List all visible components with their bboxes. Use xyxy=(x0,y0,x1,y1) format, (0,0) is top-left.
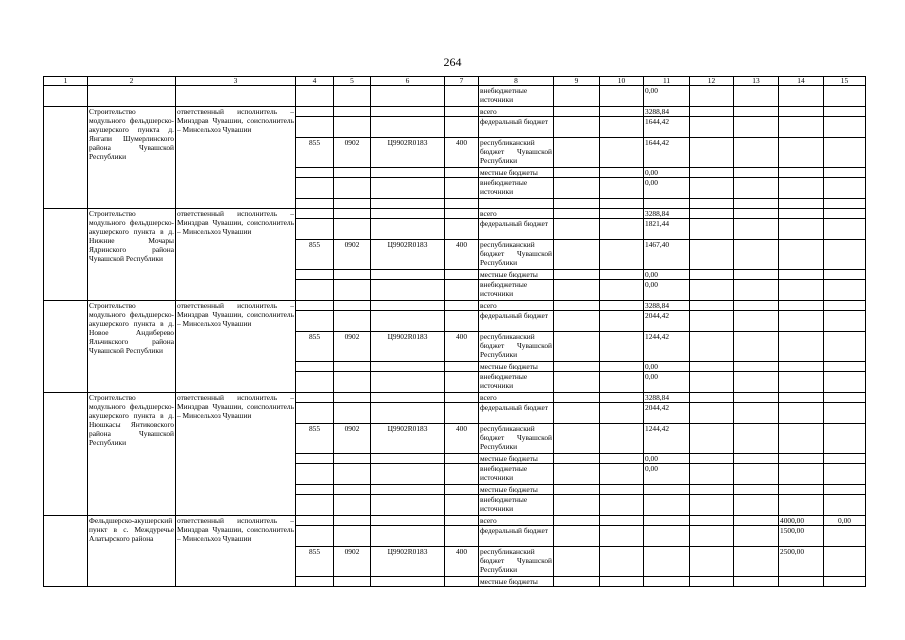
budget-source: внебюджетные источники xyxy=(479,178,554,199)
column-header: 8 xyxy=(479,77,554,86)
budget-table xyxy=(43,76,866,587)
amount: 0,00 xyxy=(644,168,690,178)
column-header: 10 xyxy=(600,77,644,86)
amount: 2044,42 xyxy=(644,403,690,424)
expense-type-code: 400 xyxy=(445,240,479,270)
amount: 1644,42 xyxy=(644,117,690,138)
grbs-code: 855 xyxy=(296,240,334,270)
amount: 3288,84 xyxy=(644,209,690,219)
executor: ответственный исполнитель – Минздрав Чувашии, соисполнитель – Минсельхоз Чувашии xyxy=(176,393,296,516)
target-code: Ц9902R0183 xyxy=(371,424,445,454)
amount: 4000,00 xyxy=(779,516,824,526)
executor: ответственный исполнитель – Минздрав Чувашии, соисполнитель – Минсельхоз Чувашии xyxy=(176,107,296,209)
amount: 0,00 xyxy=(824,516,866,526)
budget-source: республиканский бюджет Чувашской Республики xyxy=(479,138,554,168)
target-code: Ц9902R0183 xyxy=(371,138,445,168)
column-header: 12 xyxy=(690,77,734,86)
amount: 1821,44 xyxy=(644,219,690,240)
expense-type-code: 400 xyxy=(445,547,479,577)
budget-source: всего xyxy=(479,107,554,117)
budget-source: федеральный бюджет xyxy=(479,117,554,138)
column-header: 13 xyxy=(734,77,779,86)
project-name: Строительство модульного фельдшерско-акушерского пункта в д. Новое Андиберево Яльчикского района Чувашской Республики xyxy=(88,301,176,393)
amount: 0,00 xyxy=(644,362,690,372)
project-name: Строительство модульного фельдшерско-акушерского пункта д. Янгапи Шумерлинского района Чувашской Республики xyxy=(88,107,176,209)
amount: 1244,42 xyxy=(644,332,690,362)
budget-source: внебюджетные источники xyxy=(479,495,554,516)
amount: 1244,42 xyxy=(644,424,690,454)
table-row xyxy=(44,209,866,219)
target-code: Ц9902R0183 xyxy=(371,332,445,362)
budget-source: местные бюджеты xyxy=(479,485,554,495)
expense-type-code: 400 xyxy=(445,424,479,454)
amount: 0,00 xyxy=(644,464,690,485)
budget-source: всего xyxy=(479,393,554,403)
budget-source: внебюджетные источники xyxy=(479,86,554,107)
column-header: 14 xyxy=(779,77,824,86)
grbs-code: 855 xyxy=(296,138,334,168)
amount: 2044,42 xyxy=(644,311,690,332)
section-code: 0902 xyxy=(334,332,371,362)
budget-source: внебюджетные источники xyxy=(479,464,554,485)
budget-source: республиканский бюджет Чувашской Республики xyxy=(479,547,554,577)
budget-source: всего xyxy=(479,516,554,526)
budget-source: федеральный бюджет xyxy=(479,311,554,332)
grbs-code: 855 xyxy=(296,424,334,454)
budget-source: республиканский бюджет Чувашской Республики xyxy=(479,240,554,270)
amount: 0,00 xyxy=(644,178,690,199)
budget-source: местные бюджеты xyxy=(479,362,554,372)
expense-type-code: 400 xyxy=(445,138,479,168)
table-row xyxy=(44,301,866,311)
amount: 0,00 xyxy=(644,454,690,464)
budget-source: всего xyxy=(479,301,554,311)
section-code: 0902 xyxy=(334,547,371,577)
column-header: 15 xyxy=(824,77,866,86)
budget-source: республиканский бюджет Чувашской Республики xyxy=(479,424,554,454)
column-header: 9 xyxy=(554,77,600,86)
table-row xyxy=(44,86,866,107)
amount: 0,00 xyxy=(644,86,690,107)
column-header: 1 xyxy=(44,77,88,86)
budget-source: местные бюджеты xyxy=(479,577,554,587)
grbs-code: 855 xyxy=(296,547,334,577)
section-code: 0902 xyxy=(334,240,371,270)
amount: 2500,00 xyxy=(779,547,824,577)
budget-source: федеральный бюджет xyxy=(479,403,554,424)
budget-source: местные бюджеты xyxy=(479,454,554,464)
budget-source: местные бюджеты xyxy=(479,270,554,280)
executor: ответственный исполнитель – Минздрав Чувашии, соисполнитель – Минсельхоз Чувашии xyxy=(176,301,296,393)
column-header: 11 xyxy=(644,77,690,86)
column-header-row xyxy=(44,77,866,86)
budget-source: республиканский бюджет Чувашской Республики xyxy=(479,332,554,362)
project-name: Строительство модульного фельдшерско-акушерского пункта в д. Нюшкасы Янтиковского района Чувашской Республики xyxy=(88,393,176,516)
budget-source: всего xyxy=(479,209,554,219)
column-header: 3 xyxy=(176,77,296,86)
amount: 3288,84 xyxy=(644,393,690,403)
budget-source: внебюджетные источники xyxy=(479,372,554,393)
amount: 3288,84 xyxy=(644,301,690,311)
column-header: 6 xyxy=(371,77,445,86)
amount: 0,00 xyxy=(644,280,690,301)
grbs-code: 855 xyxy=(296,332,334,362)
project-name: Фельдшерско-акушерский пункт в с. Междуречье Алатырского района xyxy=(88,516,176,587)
amount: 1500,00 xyxy=(779,526,824,547)
table-row xyxy=(44,516,866,526)
table-row xyxy=(44,393,866,403)
budget-source: внебюджетные источники xyxy=(479,280,554,301)
budget-source: федеральный бюджет xyxy=(479,219,554,240)
amount: 0,00 xyxy=(644,372,690,393)
column-header: 7 xyxy=(445,77,479,86)
section-code: 0902 xyxy=(334,424,371,454)
amount: 1467,40 xyxy=(644,240,690,270)
amount: 1644,42 xyxy=(644,138,690,168)
amount: 3288,84 xyxy=(644,107,690,117)
column-header: 4 xyxy=(296,77,334,86)
target-code: Ц9902R0183 xyxy=(371,547,445,577)
amount: 0,00 xyxy=(644,270,690,280)
column-header: 5 xyxy=(334,77,371,86)
column-header: 2 xyxy=(88,77,176,86)
executor: ответственный исполнитель – Минздрав Чувашии, соисполнитель – Минсельхоз Чувашии xyxy=(176,516,296,587)
budget-source: федеральный бюджет xyxy=(479,526,554,547)
expense-type-code: 400 xyxy=(445,332,479,362)
project-name: Строительство модульного фельдшерско-акушерского пункта в д. Нижние Мочары Ядринского района Чувашской Республики xyxy=(88,209,176,301)
table-row xyxy=(44,107,866,117)
section-code: 0902 xyxy=(334,138,371,168)
page-number: 264 xyxy=(443,55,462,69)
target-code: Ц9902R0183 xyxy=(371,240,445,270)
budget-source: местные бюджеты xyxy=(479,168,554,178)
executor: ответственный исполнитель – Минздрав Чувашии, соисполнитель – Минсельхоз Чувашии xyxy=(176,209,296,301)
